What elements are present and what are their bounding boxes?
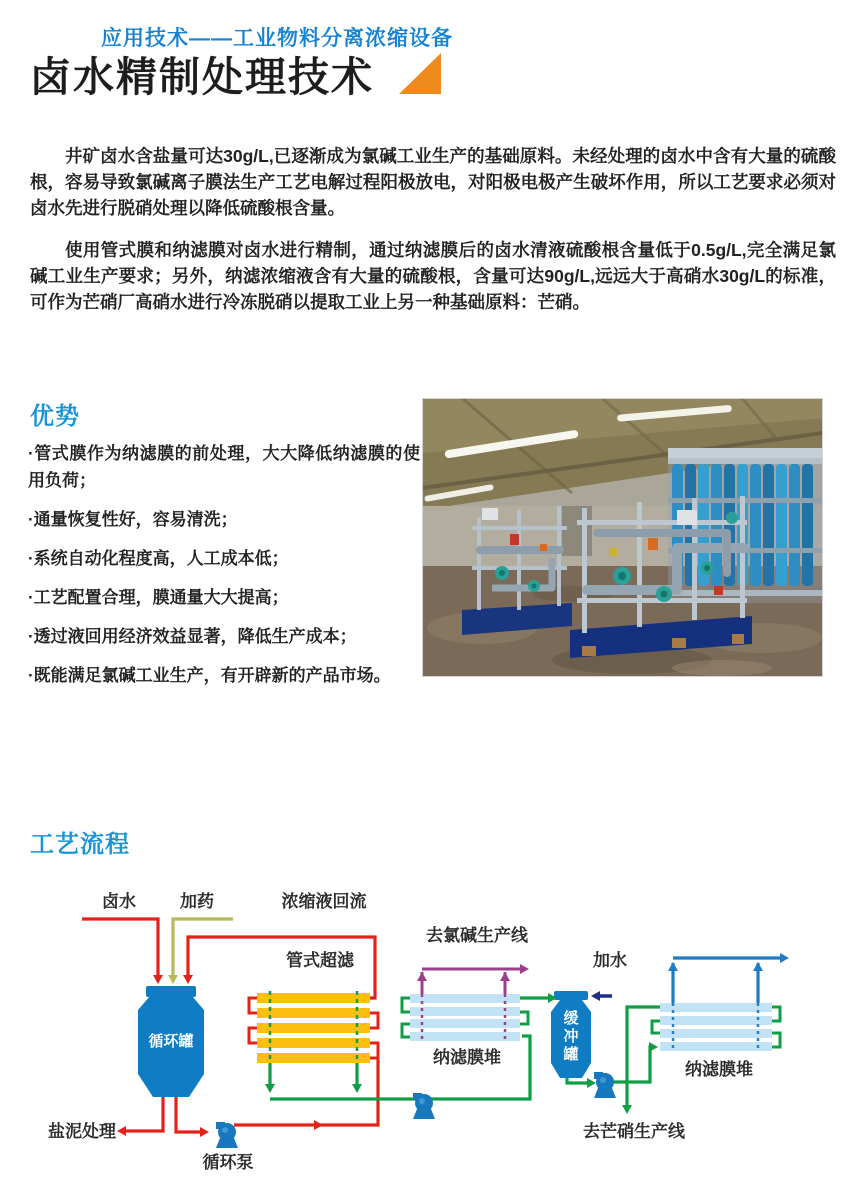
label-salt-mud: 盐泥处理 — [48, 1122, 116, 1141]
intro-paragraph-2: 使用管式膜和纳滤膜对卤水进行精制，通过纳滤膜后的卤水清液硫酸根含量低于0.5g/L,完全满足氯碱工业生产要求；另外，纳滤浓缩液含有大量的硫酸根，含量可达90g/L,远远大于高硝水30g/L的标准，可作为芒硝厂高硝水进行冷冻脱硝以提取工业上另一种基础原料：芒硝。 — [30, 240, 836, 312]
label-tubular-uf: 管式超滤 — [286, 951, 354, 970]
label-to-chlor-alkali: 去氯碱生产线 — [426, 926, 528, 945]
nf-membrane-stack-2 — [652, 1003, 780, 1051]
label-add-water: 加水 — [593, 951, 627, 970]
label-nf-stack-2: 纳滤膜堆 — [685, 1060, 753, 1079]
label-circulation-pump: 循环泵 — [202, 1153, 254, 1172]
buffer-pump-icon — [594, 1072, 616, 1098]
process-flow-diagram — [0, 860, 850, 1191]
label-nf-stack-1: 纳滤膜堆 — [433, 1048, 501, 1067]
process-heading: 工艺流程 — [30, 831, 130, 858]
circulation-tank-label: 循环罐 — [148, 1033, 194, 1050]
advantage-item: ·管式膜作为纳滤膜的前处理，大大降低纳滤膜的使用负荷； — [28, 444, 420, 490]
advantages-heading: 优势 — [30, 403, 80, 430]
advantage-item: ·既能满足氯碱工业生产，有开辟新的产品市场。 — [28, 666, 391, 685]
kicker-line: 应用技术——工业物料分离浓缩设备 — [101, 27, 453, 50]
label-to-mirabilite: 去芒硝生产线 — [583, 1122, 685, 1141]
flow-line-pump-to-nf2 — [613, 1047, 653, 1082]
buffer-tank-label-char: 冲 — [563, 1028, 579, 1045]
photo-membrane-rack — [668, 448, 823, 603]
flow-line-dosing — [173, 919, 233, 980]
flow-line-to-chlor-alkali — [422, 969, 525, 994]
title-triangle-accent — [399, 53, 441, 94]
flow-line-tank-to-pump — [176, 1097, 205, 1132]
page-title: 卤水精制处理技术 — [30, 54, 374, 100]
flow-line-salt-mud — [121, 1097, 163, 1131]
advantage-item: ·工艺配置合理，膜通量大大提高； — [28, 588, 289, 607]
transfer-pump-icon — [413, 1093, 435, 1119]
tuf-membrane-stack — [249, 991, 378, 1063]
advantage-item: ·透过液回用经济效益显著，降低生产成本； — [28, 627, 357, 646]
flow-line-brine — [82, 919, 158, 980]
buffer-tank-label-char: 缓 — [563, 1010, 579, 1027]
label-dosing: 加药 — [180, 892, 214, 911]
circulation-tank — [138, 986, 204, 1097]
advantages-list — [28, 440, 420, 701]
flow-line-nf2-permeate — [673, 958, 785, 1003]
intro-paragraph-1: 井矿卤水含盐量可达30g/L,已逐渐成为氯碱工业生产的基础原料。未经处理的卤水中含有大量的硫酸根，容易导致氯碱离子膜法生产工艺电解过程阳极放电，对阳极电极产生破坏作用，所以工艺要求必须对卤水先进行脱硝处理以降低硫酸根含量。 — [30, 146, 836, 218]
label-concentrate-return: 浓缩液回流 — [281, 892, 367, 911]
label-brine: 卤水 — [102, 892, 136, 911]
nf-membrane-stack-1 — [402, 994, 528, 1041]
advantage-item: ·系统自动化程度高，人工成本低； — [28, 549, 289, 568]
equipment-photo — [422, 398, 823, 677]
buffer-tank — [551, 991, 591, 1078]
advantage-item: ·通量恢复性好，容易清洗； — [28, 510, 238, 529]
buffer-tank-label-char: 罐 — [563, 1046, 579, 1063]
